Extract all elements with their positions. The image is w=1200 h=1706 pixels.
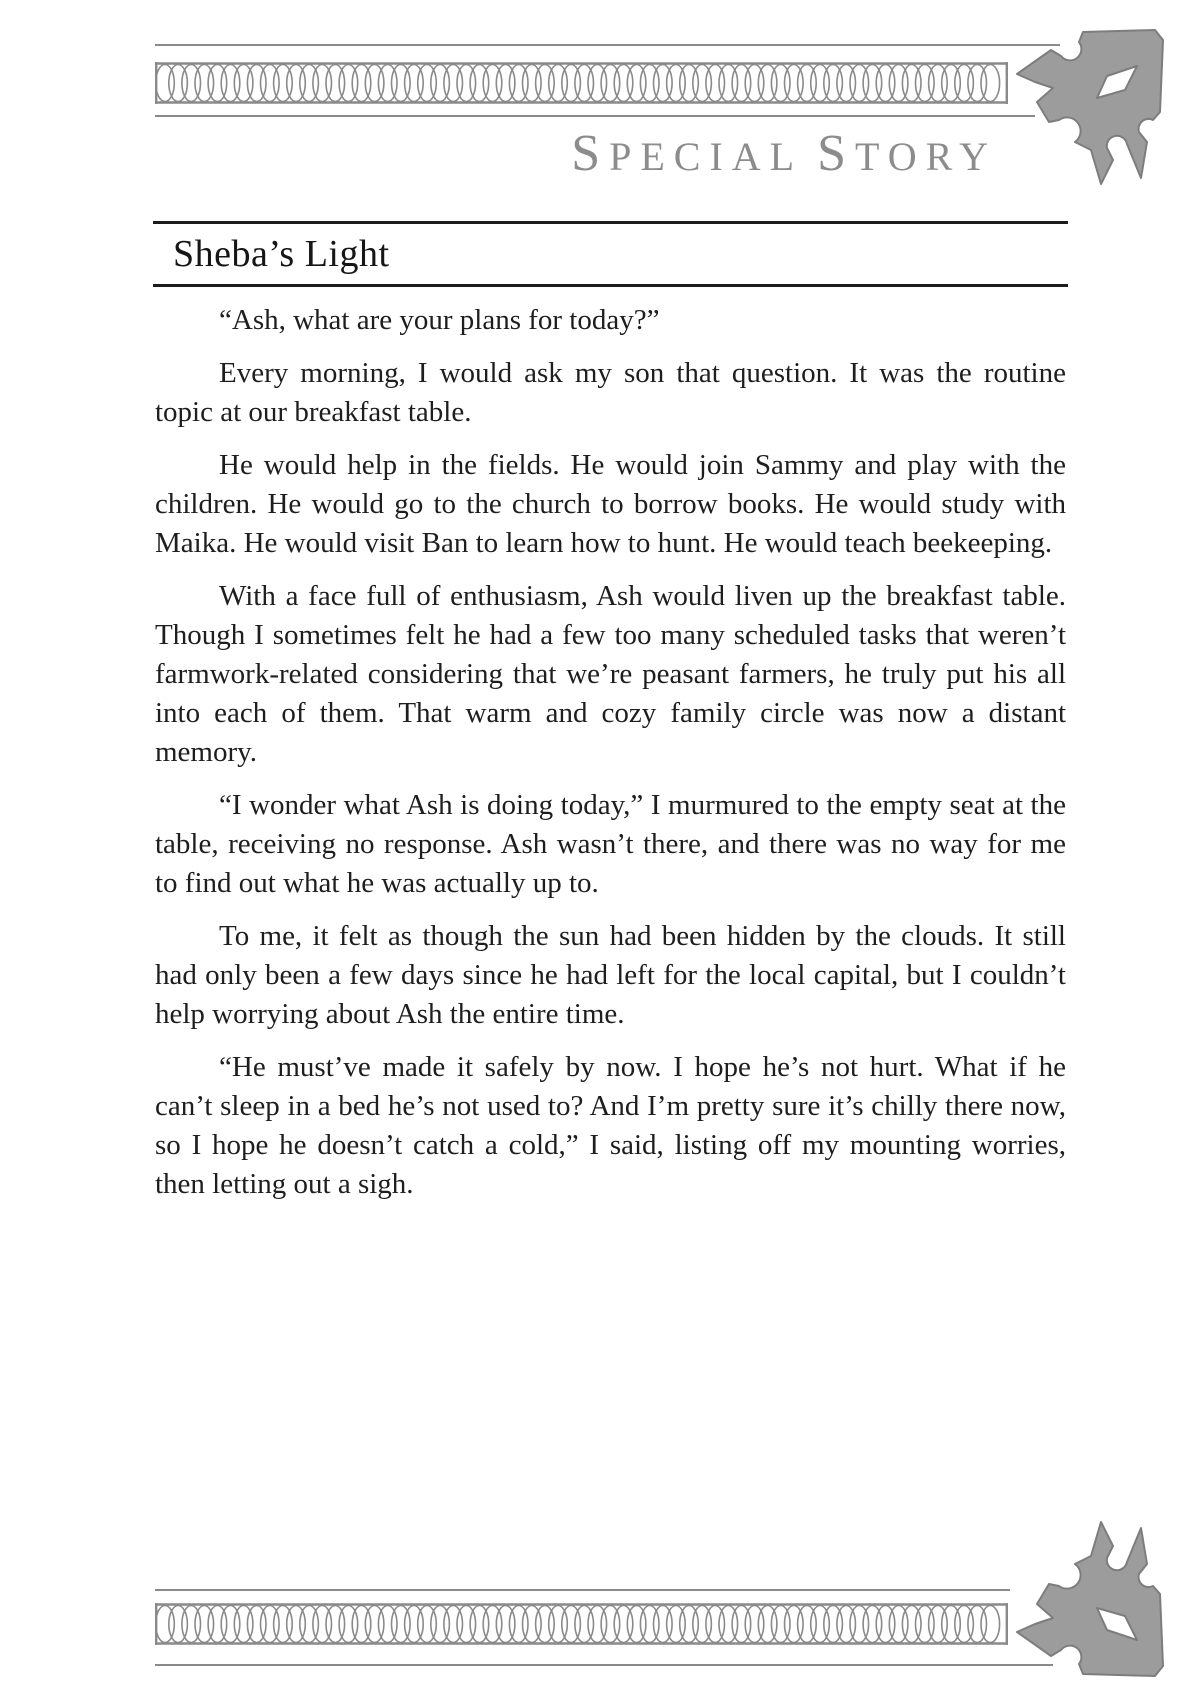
- section-label-word: SPECIAL: [571, 125, 804, 182]
- top-border-hairline-outer: [155, 44, 1060, 46]
- section-label-word: STORY: [817, 125, 997, 182]
- chain-border-top: [155, 62, 1008, 104]
- story-paragraph: With a face full of enthusiasm, Ash would liven up the breakfast table. Though I sometimes felt he had a few too many scheduled tasks that weren’t farmwork-related considering that we’re peasant farmers, he truly put his all into each of them. That warm and cozy family circle was now a distant memory.: [155, 580, 1066, 768]
- story-paragraph: “He must’ve made it safely by now. I hope he’s not hurt. What if he can’t sleep in a bed he’s not used to? And I’m pretty sure it’s chilly there now, so I hope he doesn’t catch a cold,” I said, listing off my mounting worries, then letting out a sigh.: [155, 1051, 1066, 1200]
- story-paragraph: He would help in the fields. He would join Sammy and play with the children. He would go to the church to borrow books. He would study with Maika. He would visit Ban to learn how to hunt. He would teach beekeeping.: [155, 449, 1066, 559]
- story-paragraph: “Ash, what are your plans for today?”: [219, 304, 660, 336]
- top-border-hairline-inner: [155, 115, 1035, 117]
- bottom-border-hairline-inner: [155, 1589, 1010, 1591]
- page-title: Sheba’s Light: [173, 233, 390, 275]
- section-label: [571, 124, 997, 183]
- bottom-border-hairline-outer: [155, 1664, 1053, 1666]
- corner-ornament-top-icon: [1015, 28, 1165, 186]
- story-paragraph: “I wonder what Ash is doing today,” I murmured to the empty seat at the table, receiving no response. Ash wasn’t there, and there was no way for me to find out what he was actually up to.: [155, 789, 1066, 899]
- story-paragraph: To me, it felt as though the sun had been hidden by the clouds. It still had only been a few days since he had left for the local capital, but I couldn’t help worrying about Ash the entire time.: [155, 920, 1066, 1030]
- title-block: [153, 221, 1068, 287]
- story-body: [155, 301, 1066, 1218]
- corner-ornament-bottom-icon: [1015, 1520, 1165, 1678]
- story-paragraph: Every morning, I would ask my son that question. It was the routine topic at our breakfast table.: [155, 357, 1066, 428]
- chain-border-bottom: [155, 1603, 1008, 1645]
